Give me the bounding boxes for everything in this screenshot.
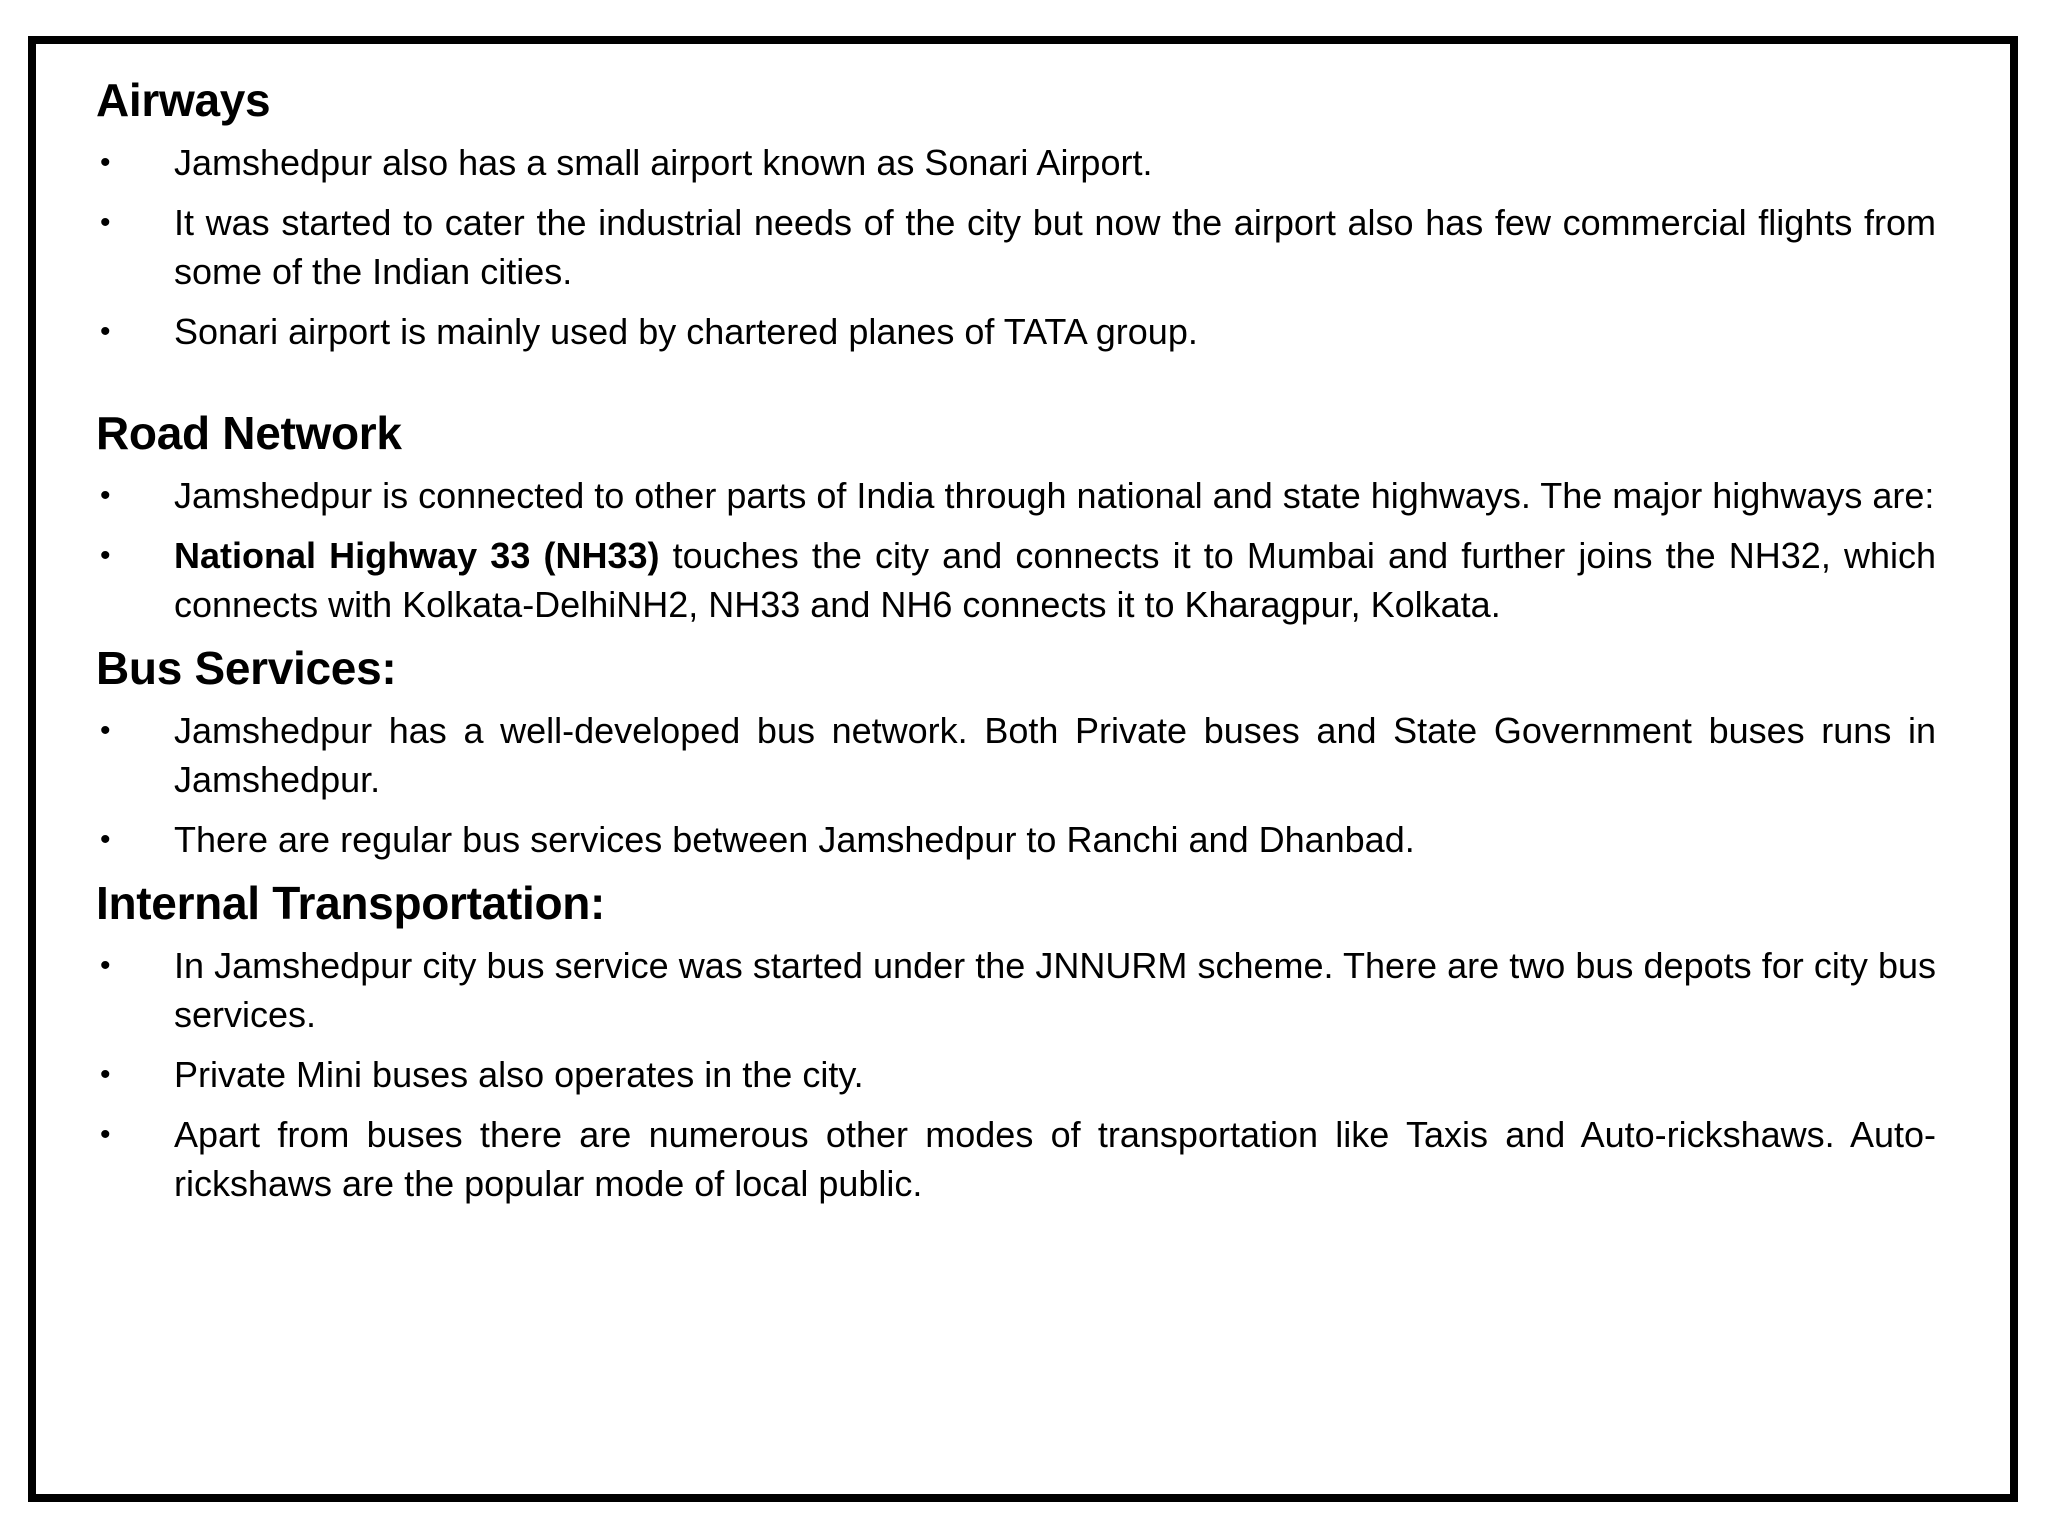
bullet-icon: • [100,1058,111,1091]
bullet-icon: • [100,206,111,239]
list-item-text: touches the city and connects it to Mumbai and further joins the NH32, which connects with Kolkata-DelhiNH2, NH33 and NH6 connects it to Kharagpur, Kolkata. [174,535,1936,625]
list-item-text: Jamshedpur is connected to other parts of India through national and state highways. The major highways are: [174,475,1935,516]
bullet-icon: • [100,146,111,179]
bullet-icon: • [100,539,111,572]
list-item [96,1110,1936,1208]
slide-content [96,72,1936,1219]
internal-transportation-heading: Internal Transportation: [96,877,606,929]
section-spacer [96,367,1936,405]
bullet-icon: • [100,479,111,512]
list-item [96,531,1936,629]
list-item [96,815,1936,864]
list-item-text: In Jamshedpur city bus service was started under the JNNURM scheme. There are two bus depots for city bus services. [174,945,1936,1035]
list-item-text: It was started to cater the industrial needs of the city but now the airport also has few commercial flights from some of the Indian cities. [174,202,1936,292]
bullet-icon: • [100,949,111,982]
highway-name: National Highway 33 (NH33) [174,535,660,576]
list-item [96,941,1936,1039]
road-network-heading: Road Network [96,407,402,459]
list-item-text: Jamshedpur has a well-developed bus network. Both Private buses and State Government buses runs in Jamshedpur. [174,710,1936,800]
airways-list [96,138,1936,356]
bullet-icon: • [100,315,111,348]
bullet-icon: • [100,714,111,747]
list-item-text: Apart from buses there are numerous other modes of transportation like Taxis and Auto-rickshaws. Auto-rickshaws are the popular mode of local public. [174,1114,1936,1204]
bullet-icon: • [100,823,111,856]
airways-heading: Airways [96,74,271,126]
internal-transportation-list [96,941,1936,1208]
bullet-icon: • [100,1118,111,1151]
list-item [96,706,1936,804]
list-item [96,1050,1936,1099]
list-item-text: Jamshedpur also has a small airport known as Sonari Airport. [174,142,1153,183]
list-item [96,198,1936,296]
list-item-text: There are regular bus services between Jamshedpur to Ranchi and Dhanbad. [174,819,1415,860]
list-item [96,138,1936,187]
list-item-text: Private Mini buses also operates in the city. [174,1054,864,1095]
list-item [96,307,1936,356]
bus-services-heading: Bus Services: [96,642,397,694]
list-item [96,471,1936,520]
bus-services-list [96,706,1936,864]
road-network-list [96,471,1936,629]
list-item-text: Sonari airport is mainly used by chartered planes of TATA group. [174,311,1198,352]
